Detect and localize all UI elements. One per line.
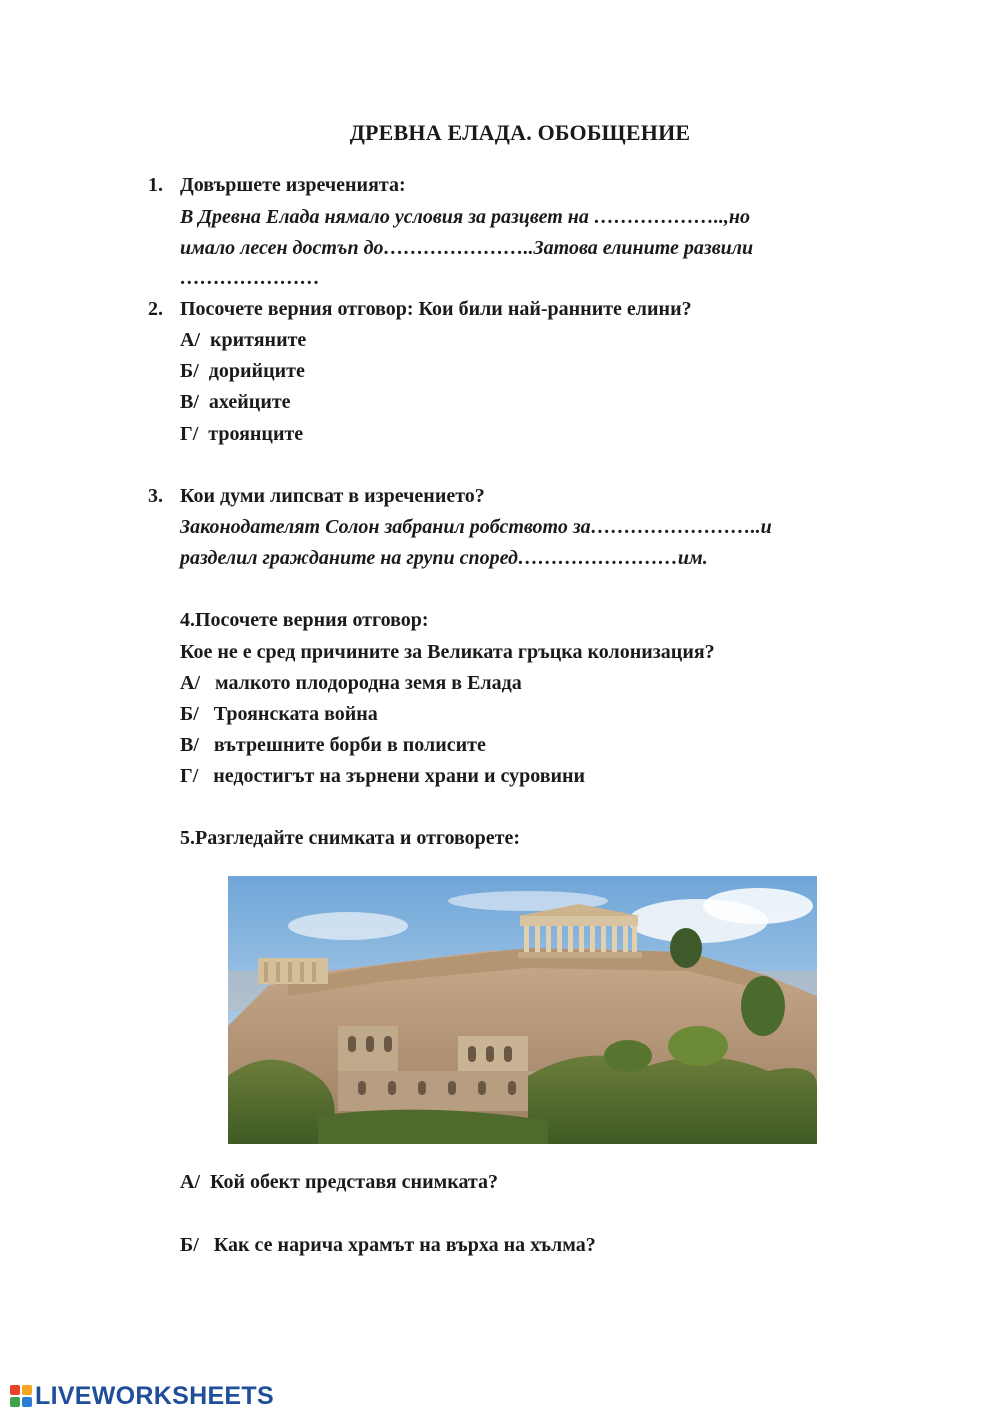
option-letter: Г/ bbox=[180, 423, 199, 445]
q1-line-2: имало лесен достъп до…………………..Затова елините развили bbox=[180, 237, 754, 259]
q2-option-c[interactable] bbox=[180, 390, 291, 414]
q2-option-b[interactable] bbox=[180, 359, 305, 383]
q3-prompt: Кои думи липсват в изречението? bbox=[180, 485, 485, 507]
acropolis-illustration bbox=[228, 876, 817, 1144]
q1-prompt: Довършете изреченията: bbox=[180, 174, 406, 196]
option-text: вътрешните борби в полисите bbox=[213, 734, 486, 756]
q1-line-3: ………………… bbox=[180, 267, 320, 289]
q1-line-1: В Древна Елада нямало условия за разцвет на ………………..,но bbox=[180, 206, 750, 228]
option-text: малкото плодородна земя в Елада bbox=[215, 672, 522, 694]
option-letter: Б/ bbox=[180, 360, 199, 382]
logo-square bbox=[10, 1397, 20, 1407]
option-text: недостигът на зърнени храни и суровини bbox=[213, 765, 586, 787]
q2-prompt: Посочете верния отговор: Кои били най-ранните елини? bbox=[180, 298, 692, 320]
option-letter: А/ bbox=[180, 329, 200, 351]
logo-text: LIVEWORKSHEETS bbox=[35, 1381, 274, 1410]
option-letter: А/ bbox=[180, 672, 200, 694]
q4-heading: 4.Посочете верния отговор: bbox=[180, 609, 429, 631]
logo-square bbox=[22, 1385, 32, 1395]
option-letter: В/ bbox=[180, 391, 199, 413]
option-text: критяните bbox=[210, 329, 307, 351]
q3-line-2: разделил гражданите на групи според……………………им. bbox=[180, 547, 708, 569]
q5-sub-b bbox=[180, 1233, 596, 1257]
option-letter: Г/ bbox=[180, 765, 199, 787]
q4-prompt: Кое не е сред причините за Великата гръцка колонизация? bbox=[180, 641, 715, 663]
sub-letter: Б/ bbox=[180, 1234, 199, 1256]
q4-option-d[interactable] bbox=[180, 764, 585, 788]
liveworksheets-logo[interactable] bbox=[10, 1380, 274, 1412]
q4-option-a[interactable] bbox=[180, 671, 522, 695]
option-text: ахейците bbox=[208, 391, 291, 413]
q4-option-b[interactable] bbox=[180, 702, 378, 726]
sub-text: Кой обект представя снимката? bbox=[210, 1171, 498, 1193]
page-title: ДРЕВНА ЕЛАДА. ОБОБЩЕНИЕ bbox=[349, 120, 691, 145]
logo-square bbox=[10, 1385, 20, 1395]
q1-number: 1. bbox=[148, 174, 163, 196]
option-text: троянците bbox=[208, 423, 304, 445]
option-text: дорийците bbox=[208, 360, 305, 382]
option-letter: В/ bbox=[180, 734, 199, 756]
q2-number: 2. bbox=[148, 298, 163, 320]
q3-number: 3. bbox=[148, 485, 163, 507]
logo-grid-icon bbox=[10, 1385, 32, 1407]
q5-sub-a bbox=[180, 1170, 498, 1194]
acropolis-photo bbox=[228, 876, 817, 1144]
q3-line-1: Законодателят Солон забранил робството за……………………..и bbox=[180, 516, 772, 538]
sub-letter: А/ bbox=[180, 1171, 200, 1193]
q4-option-c[interactable] bbox=[180, 733, 486, 757]
option-text: Троянската война bbox=[213, 703, 378, 725]
logo-square bbox=[22, 1397, 32, 1407]
sub-text: Как се нарича храмът на върха на хълма? bbox=[213, 1234, 596, 1256]
q2-option-a[interactable] bbox=[180, 328, 306, 352]
q2-option-d[interactable] bbox=[180, 422, 303, 446]
option-letter: Б/ bbox=[180, 703, 199, 725]
q5-heading: 5.Разгледайте снимката и отговорете: bbox=[180, 827, 521, 849]
